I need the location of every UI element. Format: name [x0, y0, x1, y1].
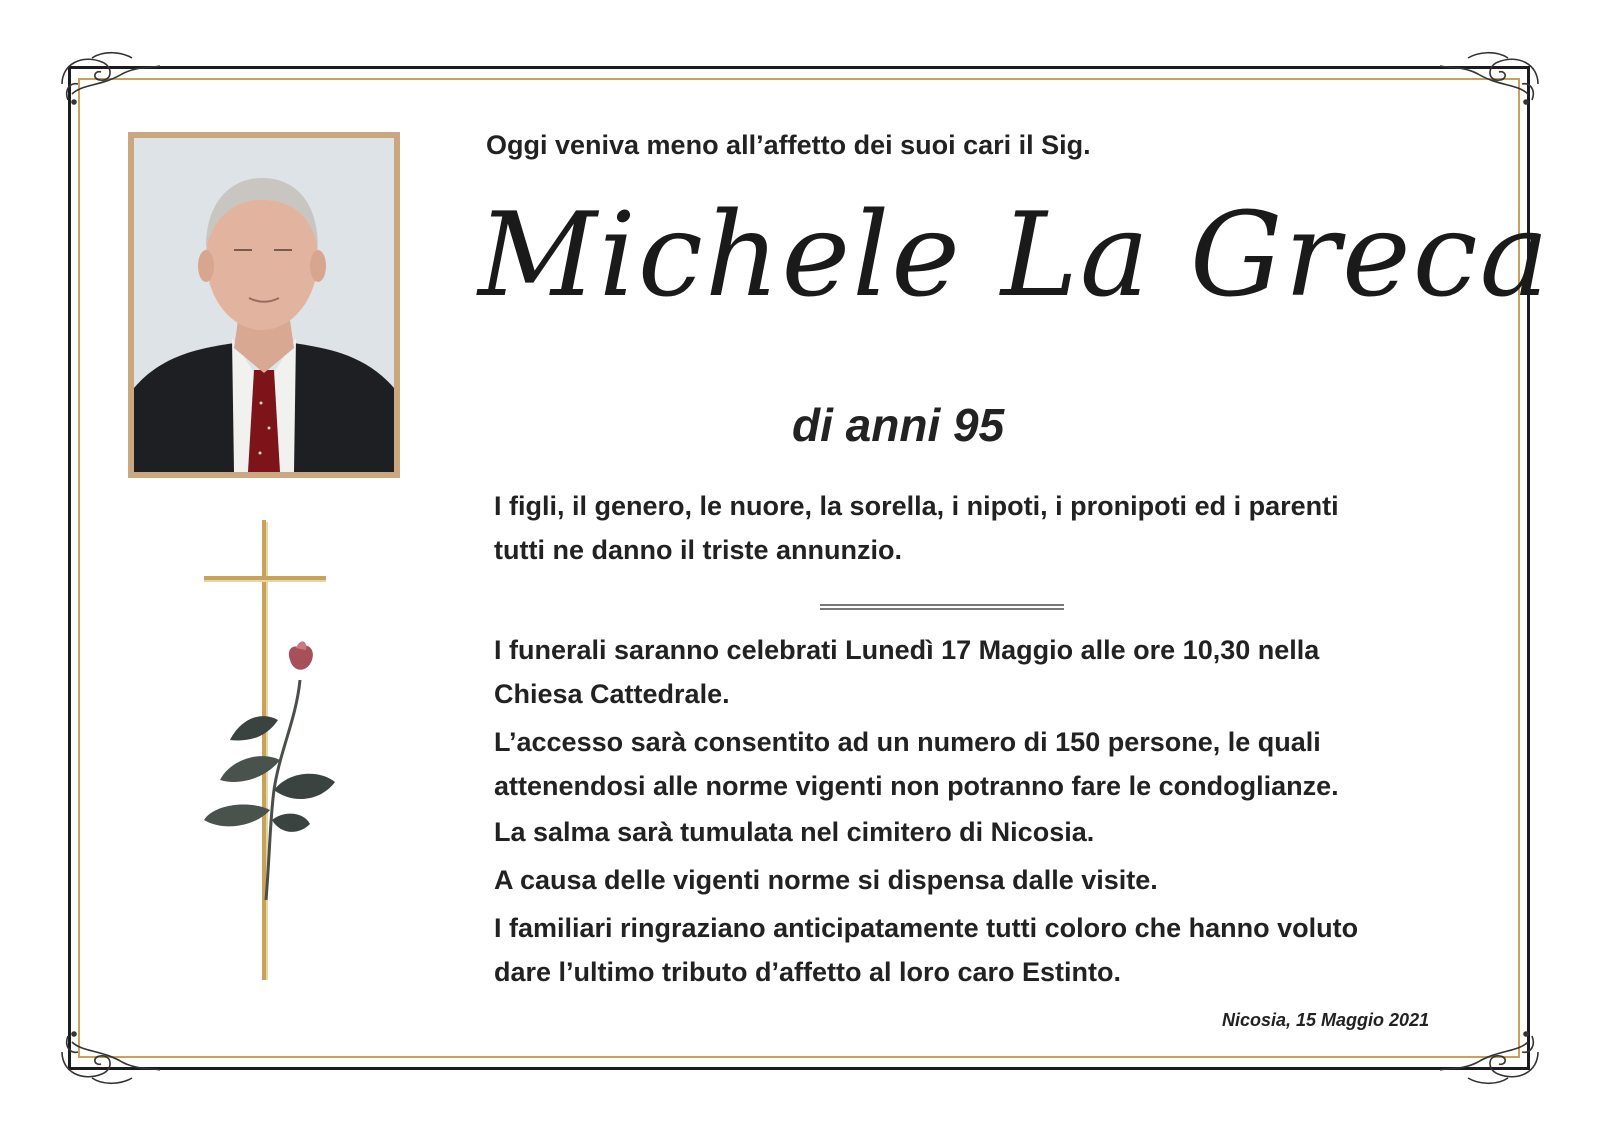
cross-with-rose	[200, 520, 360, 1000]
corner-flourish-icon	[1438, 44, 1548, 114]
funeral-info	[494, 628, 1319, 716]
double-divider	[820, 604, 1064, 610]
thanks-line-2: dare l’ultimo tributo d’affetto al loro caro Estinto.	[494, 957, 1122, 987]
portrait-photo	[134, 138, 394, 472]
deceased-name: Michele La Greca	[478, 188, 1551, 323]
deceased-age: di anni 95	[792, 399, 1005, 451]
rose-icon	[204, 641, 335, 900]
funeral-line-2: Chiesa Cattedrale.	[494, 679, 730, 709]
corner-flourish-icon	[52, 1022, 162, 1092]
corner-flourish-icon	[1438, 1022, 1548, 1092]
visits-info: A causa delle vigenti norme si dispensa dalle visite.	[494, 865, 1158, 895]
intro-text: Oggi veniva meno all’affetto dei suoi cari il Sig.	[486, 130, 1091, 160]
access-line-1: L’accesso sarà consentito ad un numero di 150 persone, le quali	[494, 727, 1321, 757]
place-date-signature: Nicosia, 15 Maggio 2021	[1222, 1010, 1430, 1030]
access-info	[494, 720, 1339, 808]
family-line-1: I figli, il genero, le nuore, la sorella, i nipoti, i pronipoti ed i parenti	[494, 491, 1339, 521]
thanks-line-1: I familiari ringraziano anticipatamente tutti coloro che hanno voluto	[494, 913, 1359, 943]
cross-icon	[204, 520, 326, 980]
access-line-2: attenendosi alle norme vigenti non potranno fare le condoglianze.	[494, 771, 1339, 801]
portrait-photo-frame	[128, 132, 400, 478]
thanks-info	[494, 906, 1358, 994]
corner-flourish-icon	[52, 44, 162, 114]
family-announcement	[494, 484, 1339, 572]
burial-info: La salma sarà tumulata nel cimitero di Nicosia.	[494, 817, 1095, 847]
funeral-line-1: I funerali saranno celebrati Lunedì 17 Maggio alle ore 10,30 nella	[494, 635, 1320, 665]
family-line-2: tutti ne danno il triste annunzio.	[494, 535, 902, 565]
